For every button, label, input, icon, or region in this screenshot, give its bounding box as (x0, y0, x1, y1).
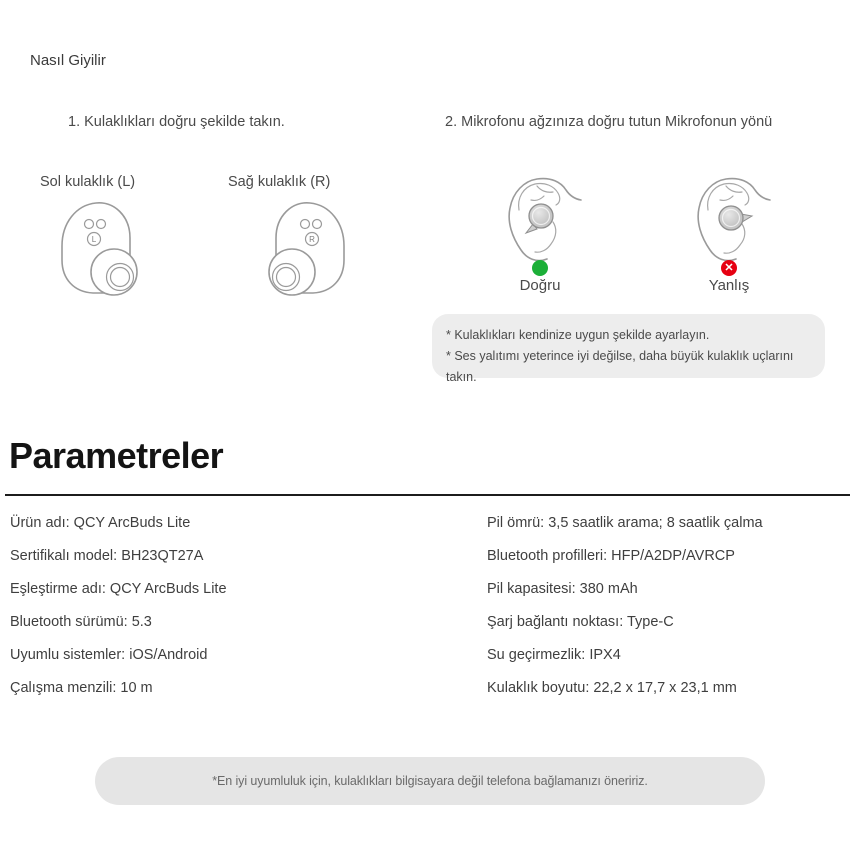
right-earbud-mark: R (309, 235, 315, 244)
param-bluetooth-version: Bluetooth sürümü: 5.3 (10, 614, 152, 630)
left-earbud-label: Sol kulaklık (L) (40, 174, 136, 190)
param-battery-capacity: Pil kapasitesi: 380 mAh (487, 581, 638, 597)
right-earbud-label: Sağ kulaklık (R) (228, 174, 331, 190)
param-earbud-size: Kulaklık boyutu: 22,2 x 17,7 x 23,1 mm (487, 680, 737, 696)
param-working-range: Çalışma menzili: 10 m (10, 680, 153, 696)
wearing-step-1: 1. Kulaklıkları doğru şekilde takın. (68, 114, 285, 130)
left-earbud-mark: L (91, 235, 97, 244)
param-pairing-name: Eşleştirme adı: QCY ArcBuds Lite (10, 581, 227, 597)
parameters-divider (5, 494, 850, 496)
param-certified-model: Sertifikalı model: BH23QT27A (10, 548, 204, 564)
wearing-step-2: 2. Mikrofonu ağzınıza doğru tutun Mikrofonun yönü (445, 114, 773, 130)
wearing-note-2: * Ses yalıtımı yeterince iyi değilse, daha büyük kulaklık uçlarını takın. (446, 349, 794, 384)
wearing-notes-box (432, 314, 825, 384)
param-bluetooth-profiles: Bluetooth profilleri: HFP/A2DP/AVRCP (487, 548, 735, 564)
wrong-status-icon: ✕ (721, 260, 737, 276)
wearing-note-1: * Kulaklıkları kendinize uygun şekilde ayarlayın. (446, 328, 710, 342)
param-product-name: Ürün adı: QCY ArcBuds Lite (10, 515, 191, 531)
left-earbud-illustration-icon (53, 196, 163, 306)
ear-correct-illustration-icon (497, 172, 585, 264)
footer-note-box (95, 757, 765, 805)
correct-label: Doğru (519, 277, 561, 294)
correct-status-icon (532, 260, 548, 276)
wrong-label: Yanlış (708, 277, 750, 294)
param-charging-port: Şarj bağlantı noktası: Type-C (487, 614, 674, 630)
parameters-section-title: Parametreler (9, 435, 224, 476)
footer-note-text: *En iyi uyumluluk için, kulaklıkları bilgisayara değil telefona bağlamanızı öneririz. (212, 774, 648, 788)
param-compatible-systems: Uyumlu sistemler: iOS/Android (10, 647, 208, 663)
param-waterproof: Su geçirmezlik: IPX4 (487, 647, 621, 663)
right-earbud-illustration-icon (243, 196, 353, 306)
param-battery-life: Pil ömrü: 3,5 saatlik arama; 8 saatlik çalma (487, 515, 763, 531)
parameters-right-column (487, 516, 763, 714)
ear-wrong-illustration-icon (686, 172, 774, 264)
wearing-section-title: Nasıl Giyilir (30, 52, 106, 69)
parameters-left-column (10, 516, 227, 714)
